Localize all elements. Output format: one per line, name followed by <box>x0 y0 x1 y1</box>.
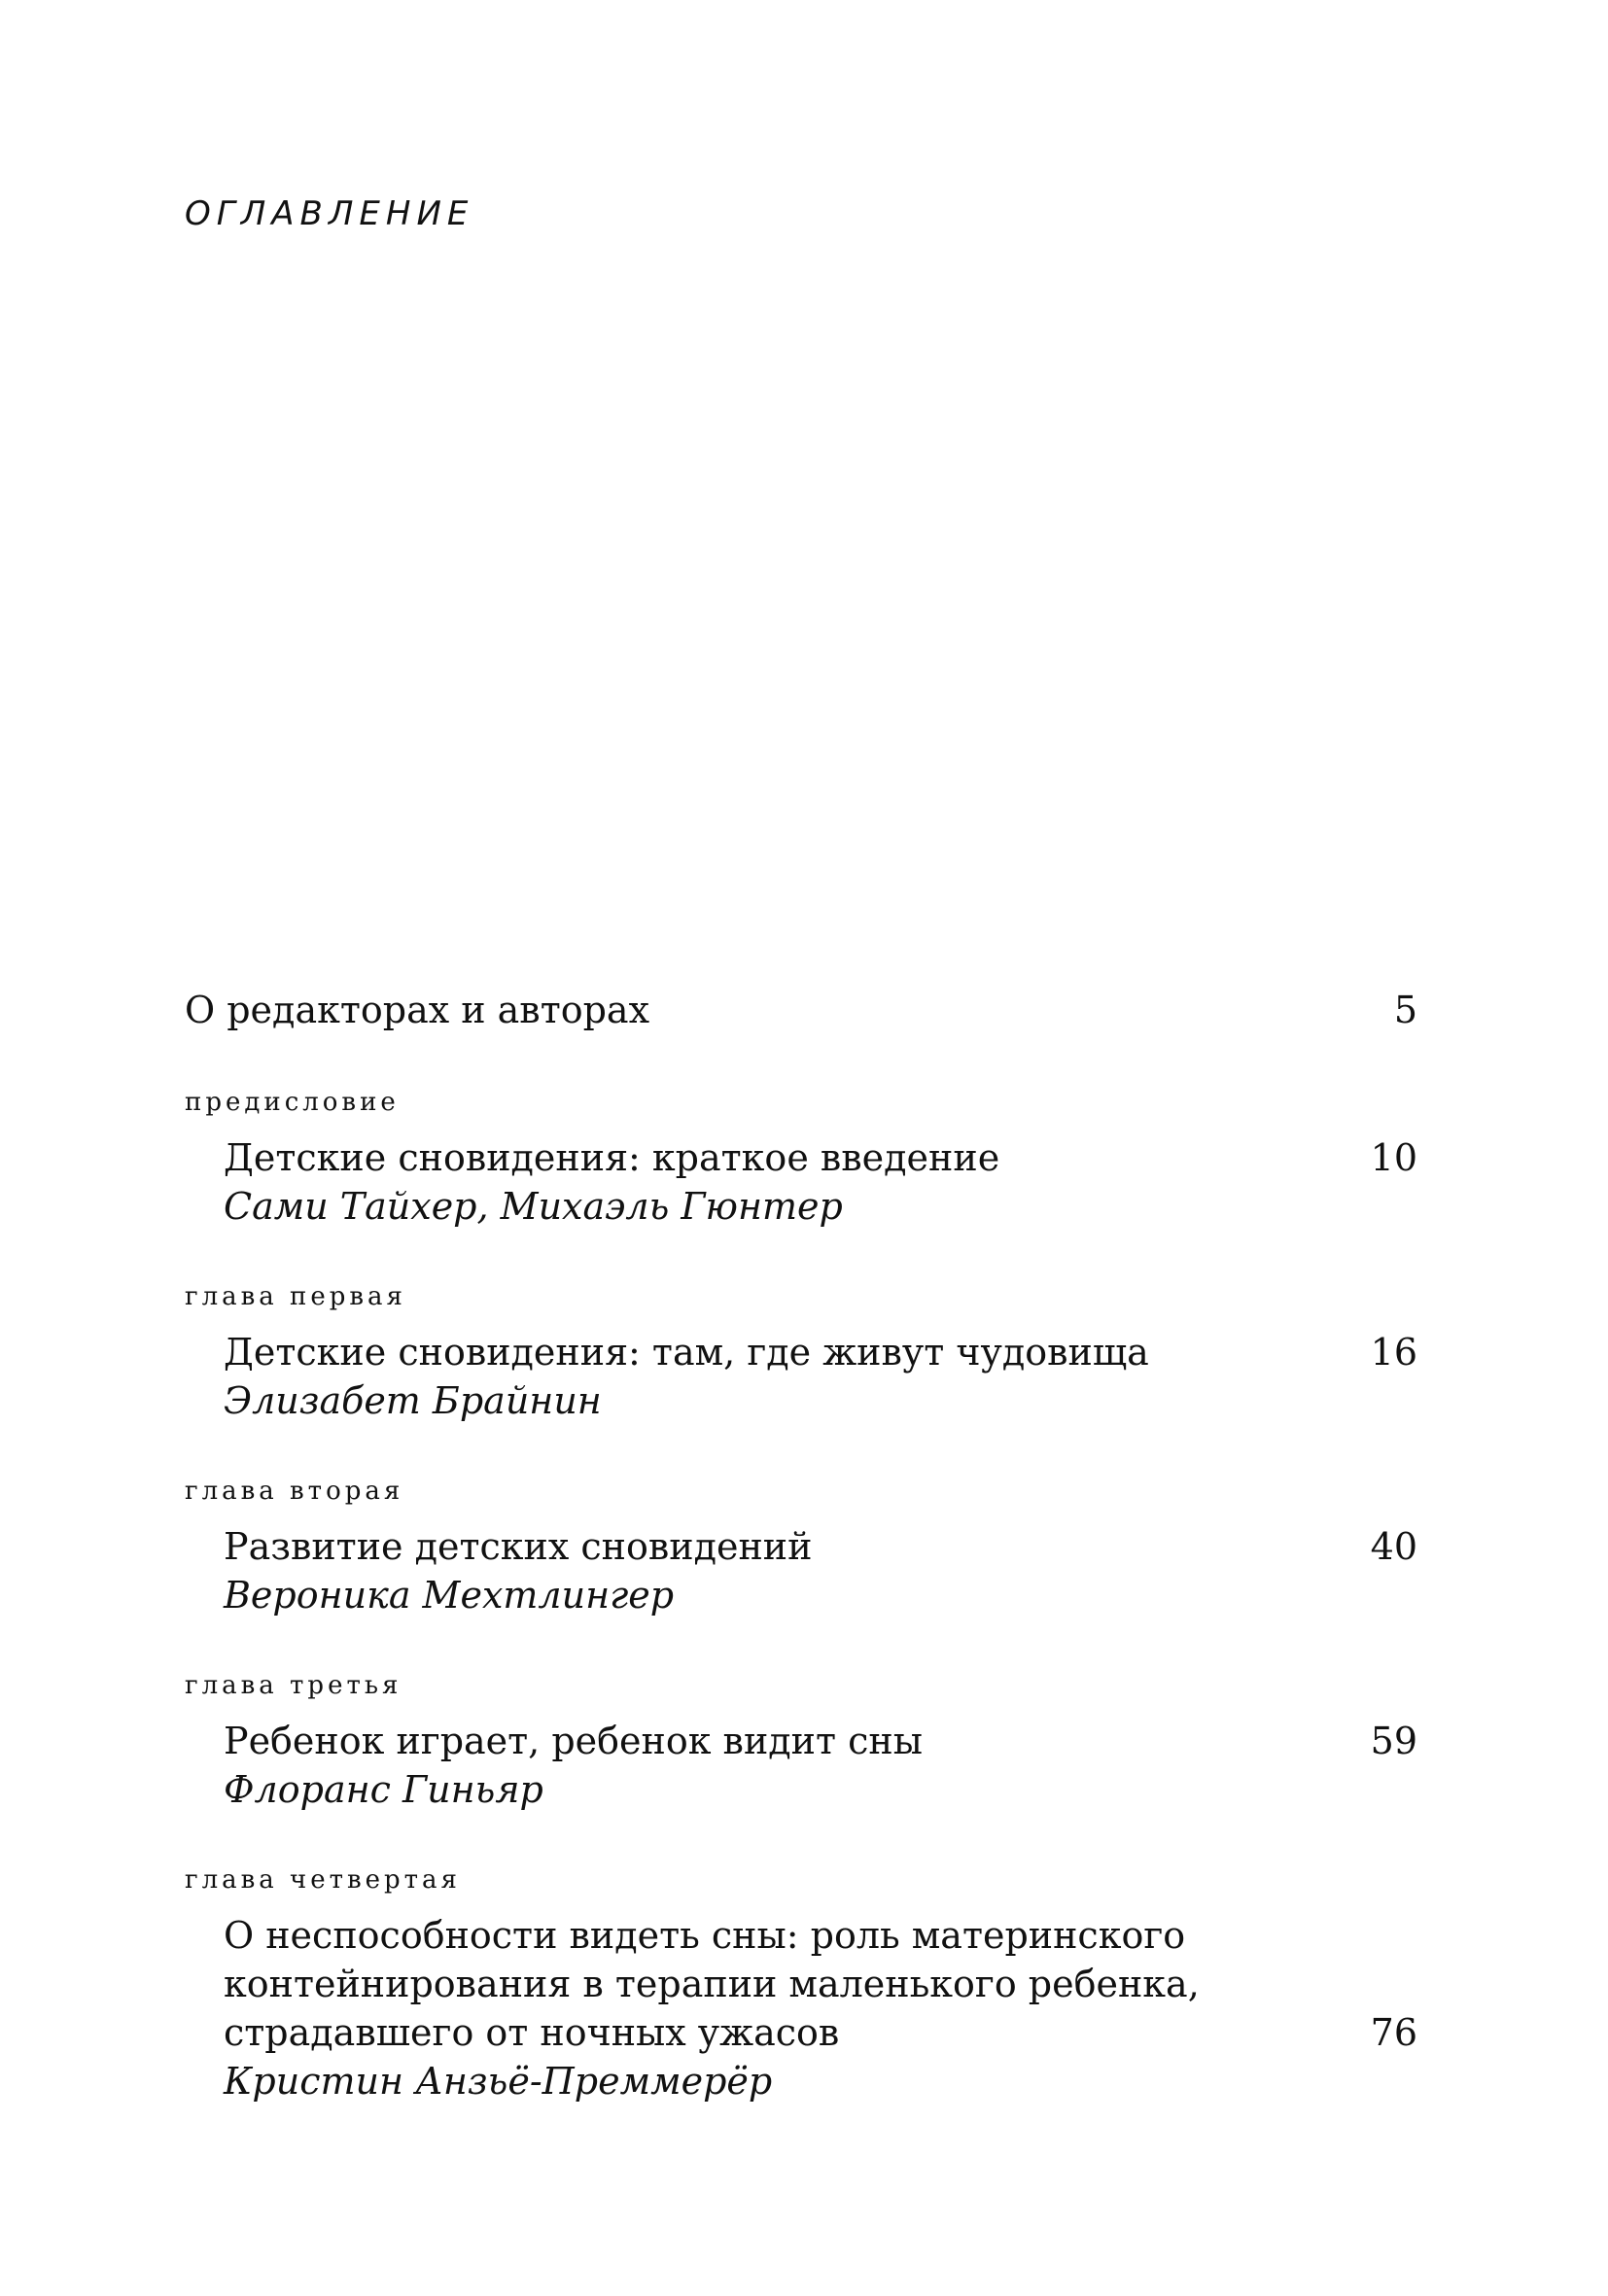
toc-entry-title-continued: контейнирования в терапии маленького ребенка, <box>224 1963 1200 2005</box>
toc-entry-line <box>185 1960 1417 2008</box>
toc-page-number: 16 <box>1370 1331 1417 1374</box>
toc-author: Сами Тайхер, Михаэль Гюнтер <box>224 1185 843 1228</box>
toc-entry-chapter-3[interactable] <box>185 1668 1417 1814</box>
toc-section-label: глава третья <box>185 1671 402 1700</box>
toc-entry-chapter-4[interactable] <box>185 1862 1417 2105</box>
toc-entry-editors[interactable] <box>185 986 1417 1034</box>
toc-author-row <box>185 1571 1417 1619</box>
toc-author: Вероника Мехтлингер <box>224 1574 675 1617</box>
toc-entry-title: Развитие детских сновидений <box>224 1525 813 1568</box>
toc-author-row <box>185 1182 1417 1231</box>
toc-entry-line <box>185 1717 1417 1765</box>
toc-page-number: 59 <box>1370 1720 1417 1762</box>
toc-section-label: глава первая <box>185 1282 406 1311</box>
toc-entry-line <box>185 2008 1417 2057</box>
toc-author: Флоранс Гиньяр <box>224 1768 543 1811</box>
toc-entry-title-continued: страдавшего от ночных ужасов <box>224 2011 840 2054</box>
toc-page-number: 76 <box>1370 2011 1417 2054</box>
toc-entry-line <box>185 1911 1417 1960</box>
toc-page-number: 40 <box>1370 1525 1417 1568</box>
toc-entry-title: О редакторах и авторах <box>185 989 650 1031</box>
toc-entry-title: Детские сновидения: краткое введение <box>224 1136 1000 1179</box>
page-title: ОГЛАВЛЕНИЕ <box>185 194 474 233</box>
toc-entry-chapter-2[interactable] <box>185 1474 1417 1619</box>
toc-entry-preface[interactable] <box>185 1085 1417 1231</box>
toc-author: Кристин Анзьё-Преммерёр <box>224 2060 773 2103</box>
toc-author: Элизабет Брайнин <box>224 1379 602 1422</box>
toc-entry-title: Детские сновидения: там, где живут чудовища <box>224 1331 1149 1374</box>
toc-entry-title: О неспособности видеть сны: роль материнского <box>224 1914 1186 1957</box>
toc-entry-line <box>185 986 1417 1034</box>
toc-entry-chapter-1[interactable] <box>185 1279 1417 1425</box>
toc-entry-line <box>185 1133 1417 1182</box>
toc-section-label: предисловие <box>185 1088 400 1117</box>
toc-author-row <box>185 1765 1417 1814</box>
toc-entry-line <box>185 1522 1417 1571</box>
toc-author-row <box>185 2057 1417 2105</box>
toc-page-number: 5 <box>1393 989 1417 1031</box>
toc-entry-line <box>185 1328 1417 1376</box>
toc-section-label: глава четвертая <box>185 1865 461 1895</box>
toc-entry-title: Ребенок играет, ребенок видит сны <box>224 1720 923 1762</box>
toc-page-number: 10 <box>1370 1136 1417 1179</box>
toc-author-row <box>185 1376 1417 1425</box>
toc-section-label: глава вторая <box>185 1477 404 1506</box>
